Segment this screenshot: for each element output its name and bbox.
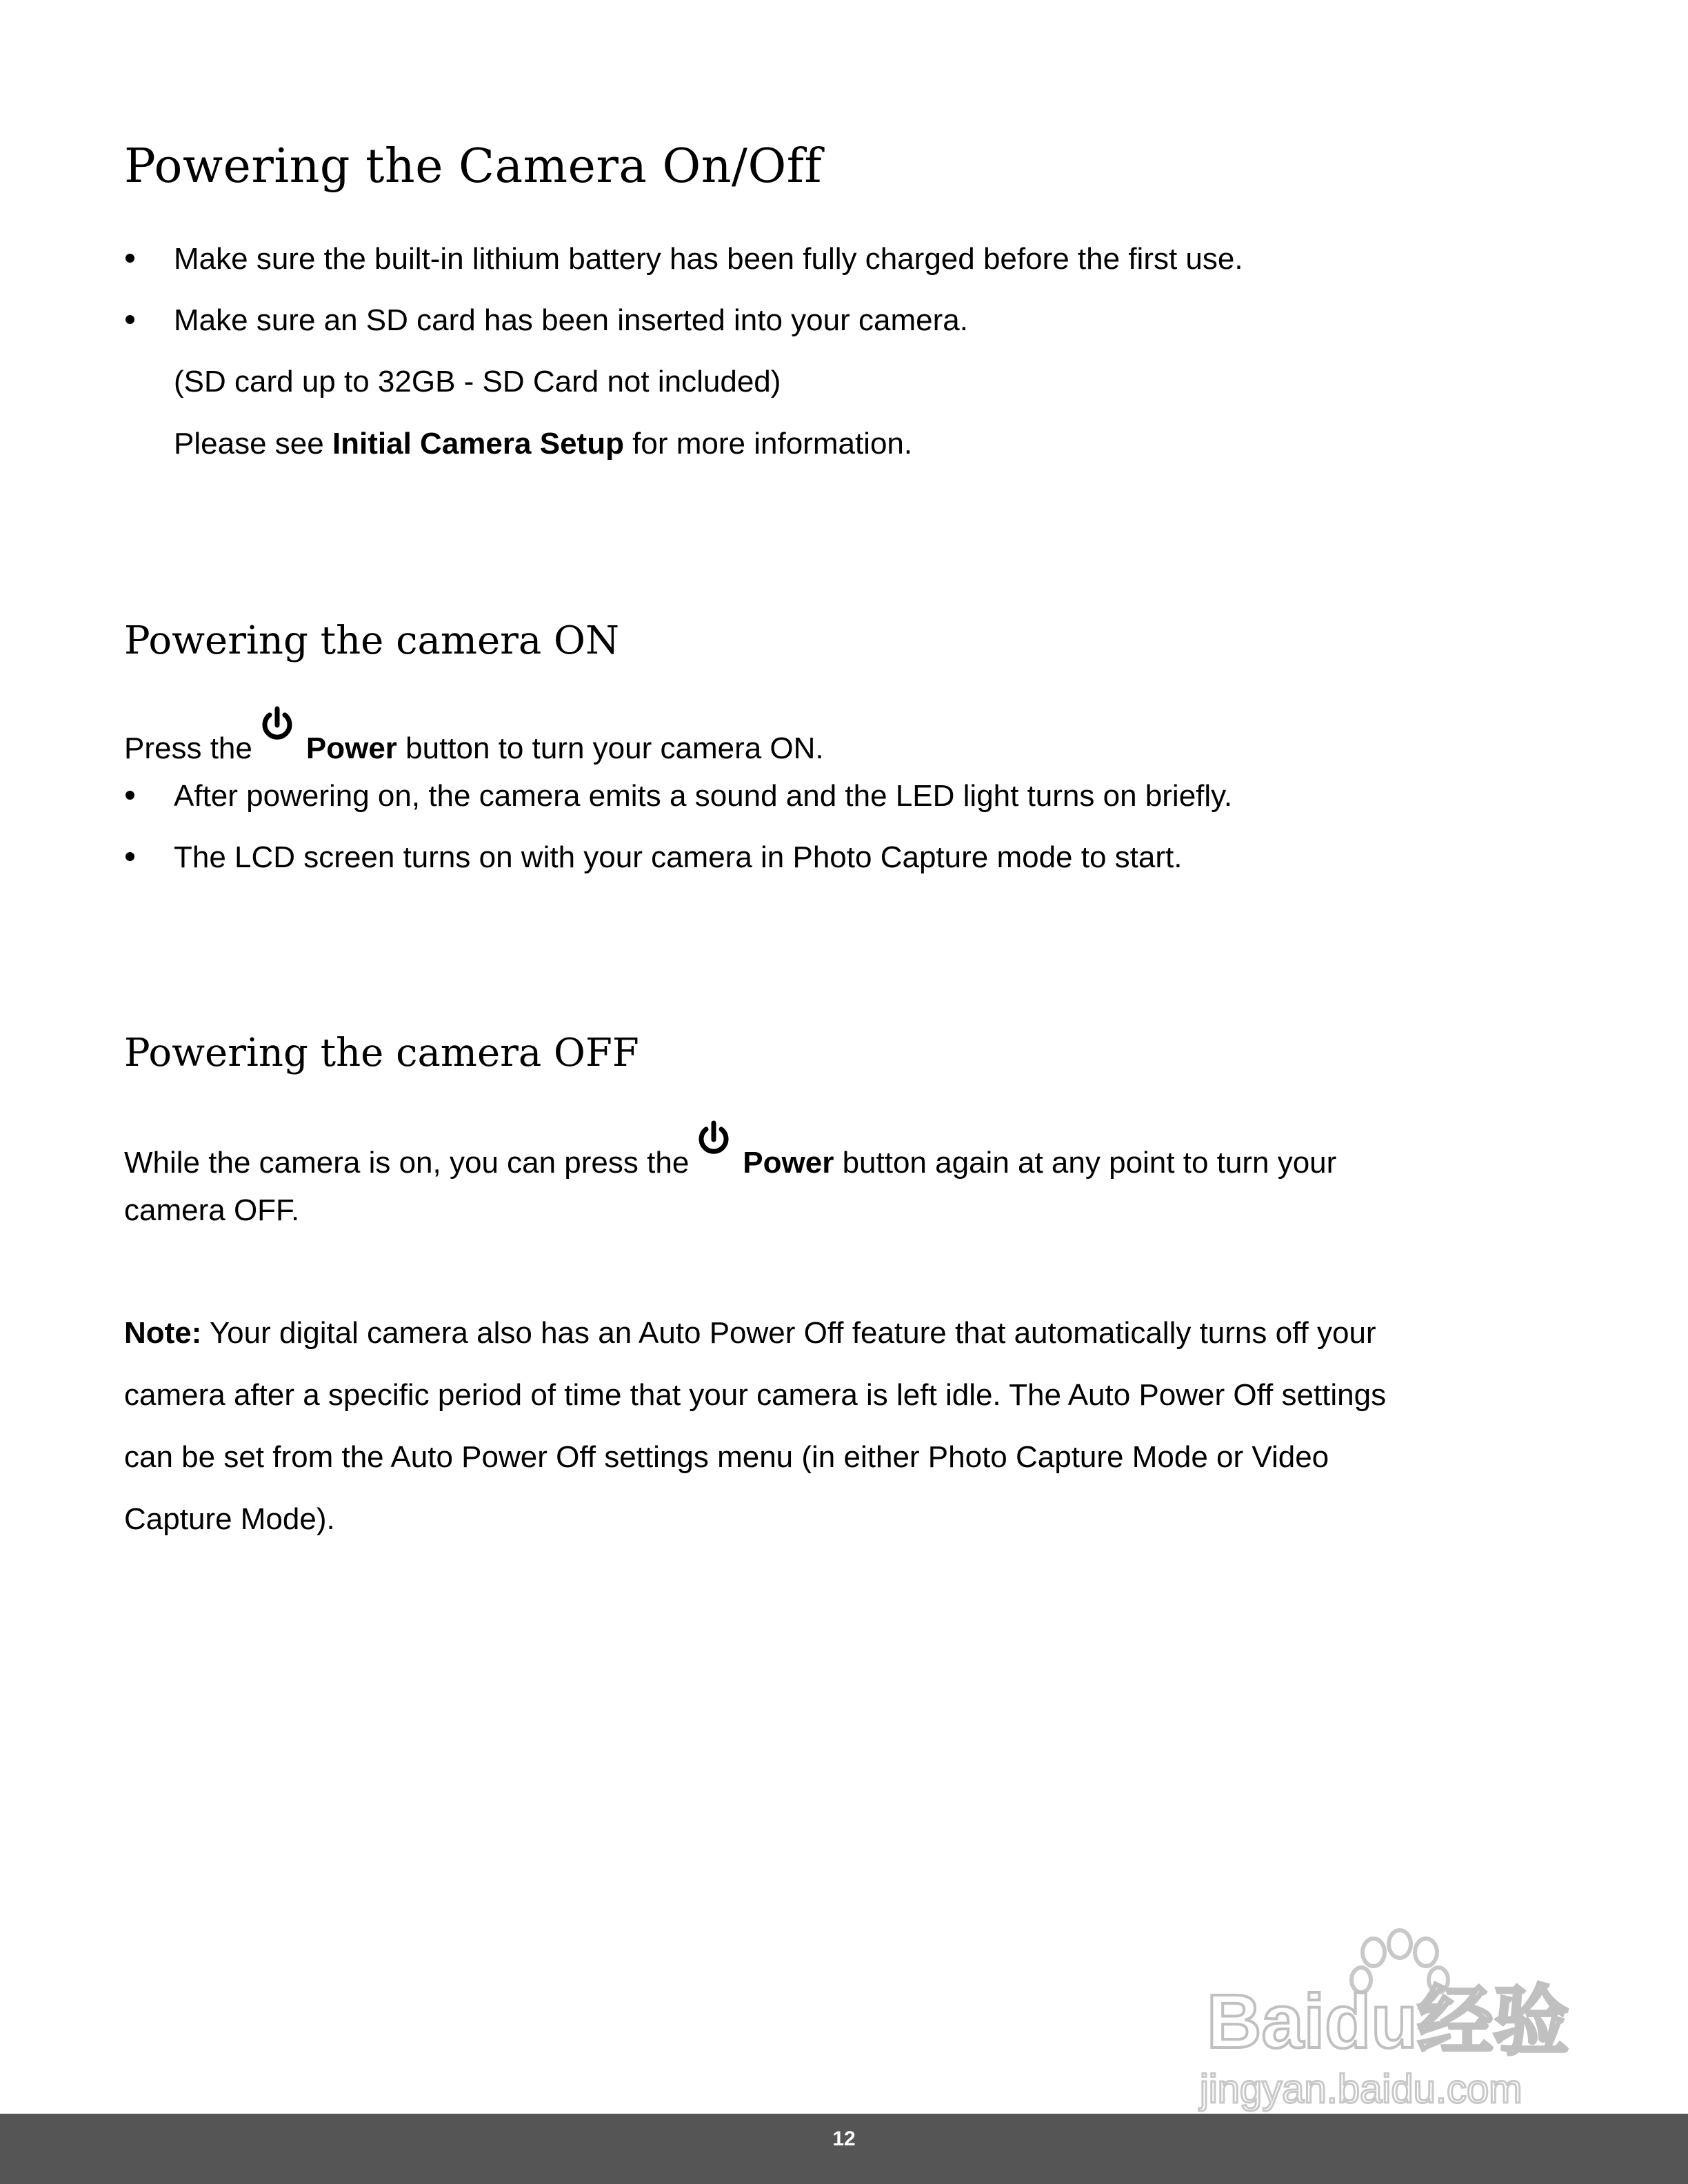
note-label: Note:: [124, 1316, 202, 1350]
see-prefix: Please see: [174, 427, 332, 461]
press-off-prefix: While the camera is on, you can press the: [124, 1146, 690, 1180]
sd-card-note: (SD card up to 32GB - SD Card not included): [174, 365, 781, 398]
list-item-text: Make sure an SD card has been inserted into your camera.: [174, 303, 968, 337]
bullet-icon: [125, 791, 134, 800]
note-line-3: can be set from the Auto Power Off settings menu (in either Photo Capture Mode or Video: [124, 1440, 1329, 1474]
list-item-text: After powering on, the camera emits a sound and the LED light turns on briefly.: [174, 779, 1233, 813]
note-text-1: Your digital camera also has an Auto Power Off feature that automatically turns off your: [201, 1316, 1376, 1350]
section-heading-on: Powering the camera ON: [124, 618, 619, 663]
bullet-icon: [125, 315, 134, 324]
list-item-text: The LCD screen turns on with your camera in Photo Capture mode to start.: [174, 840, 1183, 874]
power-label: Power: [743, 1146, 834, 1180]
list-item: [0, 781, 1688, 822]
press-power-off-line: [124, 1134, 1336, 1178]
camera-off-line: camera OFF.: [124, 1193, 300, 1227]
press-prefix: Press the: [124, 731, 252, 765]
power-icon: [257, 705, 298, 746]
watermark-brand: Baidu经验: [1207, 1979, 1569, 2064]
see-suffix: for more information.: [623, 427, 913, 461]
list-item: [0, 842, 1688, 884]
baidu-watermark-logo: [1193, 1917, 1593, 2116]
bullet-icon: [125, 852, 134, 861]
watermark-url: jingyan.baidu.com: [1200, 2067, 1523, 2112]
note-line-1: [124, 1318, 1376, 1348]
page-title: Powering the Camera On/Off: [124, 139, 823, 194]
press-suffix: button to turn your camera ON.: [396, 731, 824, 765]
note-line-2: camera after a specific period of time that your camera is left idle. The Auto Power Off settings: [124, 1378, 1387, 1412]
list-item: [0, 305, 1688, 347]
section-heading-off: Powering the camera OFF: [124, 1031, 639, 1075]
power-label: Power: [305, 731, 397, 765]
list-item: [0, 244, 1688, 285]
power-icon: [693, 1119, 734, 1160]
bullet-icon: [125, 254, 134, 263]
see-setup-line: [174, 429, 912, 459]
page-number: 12: [832, 2127, 856, 2150]
press-off-suffix: button again at any point to turn your: [834, 1146, 1337, 1180]
list-item-text: Make sure the built-in lithium battery has been fully charged before the first use.: [174, 242, 1243, 276]
press-power-on-line: [124, 720, 824, 764]
note-line-4: Capture Mode).: [124, 1502, 335, 1536]
initial-camera-setup-ref: Initial Camera Setup: [332, 427, 624, 461]
